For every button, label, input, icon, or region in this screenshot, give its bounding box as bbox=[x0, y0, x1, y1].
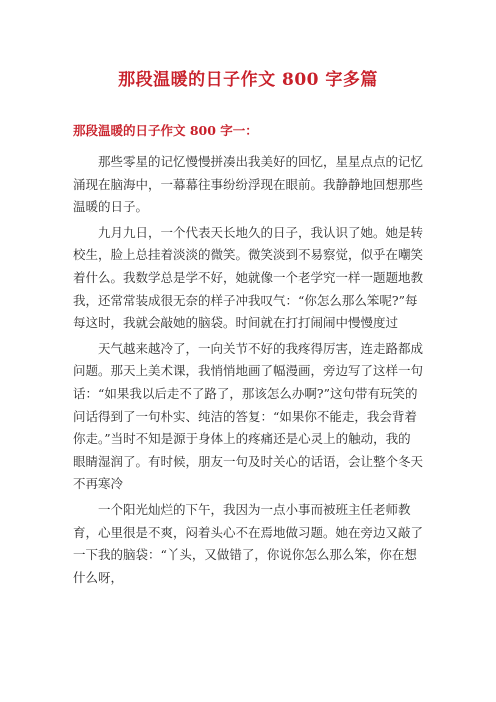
body-paragraph-2: 九月九日，一个代表天长地久的日子，我认识了她。她是转校生，脸上总挂着淡淡的微笑。微笑淡到不易察觉，似乎在嘲笑着什么。我数学总是学不好，她就像一个老学究一样一题题地教我，还常常装成很无奈的样子冲我叹气：“你怎么那么笨呢?”每每这时，我就会敲她的脑袋。时间就在打打闹闹中慢慢度过 bbox=[73, 224, 424, 331]
body-paragraph-4: 一个阳光灿烂的下午，我因为一点小事而被班主任老师教育，心里很是不爽，闷着头心不在焉地做习题。她在旁边又敲了一下我的脑袋：“丫头，又做错了，你说你怎么那么笨，你在想什么呀， bbox=[73, 501, 424, 585]
document-title: 那段温暖的日子作文 800 字多篇 bbox=[118, 70, 378, 90]
body-paragraph-1: 那些零星的记忆慢慢拼凑出我美好的回忆，星星点点的记忆涌现在脑海中，一幕幕往事纷纷浮现在眼前。我静静地回想那些温暖的日子。 bbox=[73, 154, 424, 215]
document-body bbox=[73, 151, 423, 592]
body-paragraph-3: 天气越来越冷了，一向关节不好的我疼得厉害，连走路都成问题。那天上美术课，我悄悄地画了幅漫画，旁边写了这样一句话：“如果我以后走不了路了，那该怎么办啊?”这句带有玩笑的问话得到了一句朴实、纯洁的答复：“如果你不能走，我会背着你走。”当时不知是源于身体上的疼痛还是心灵上的触动，我的眼睛湿润了。有时候，朋友一句及时关心的话语，会让整个冬天不再寒冷 bbox=[73, 340, 424, 492]
section-heading: 那段温暖的日子作文 800 字一： bbox=[73, 123, 258, 138]
